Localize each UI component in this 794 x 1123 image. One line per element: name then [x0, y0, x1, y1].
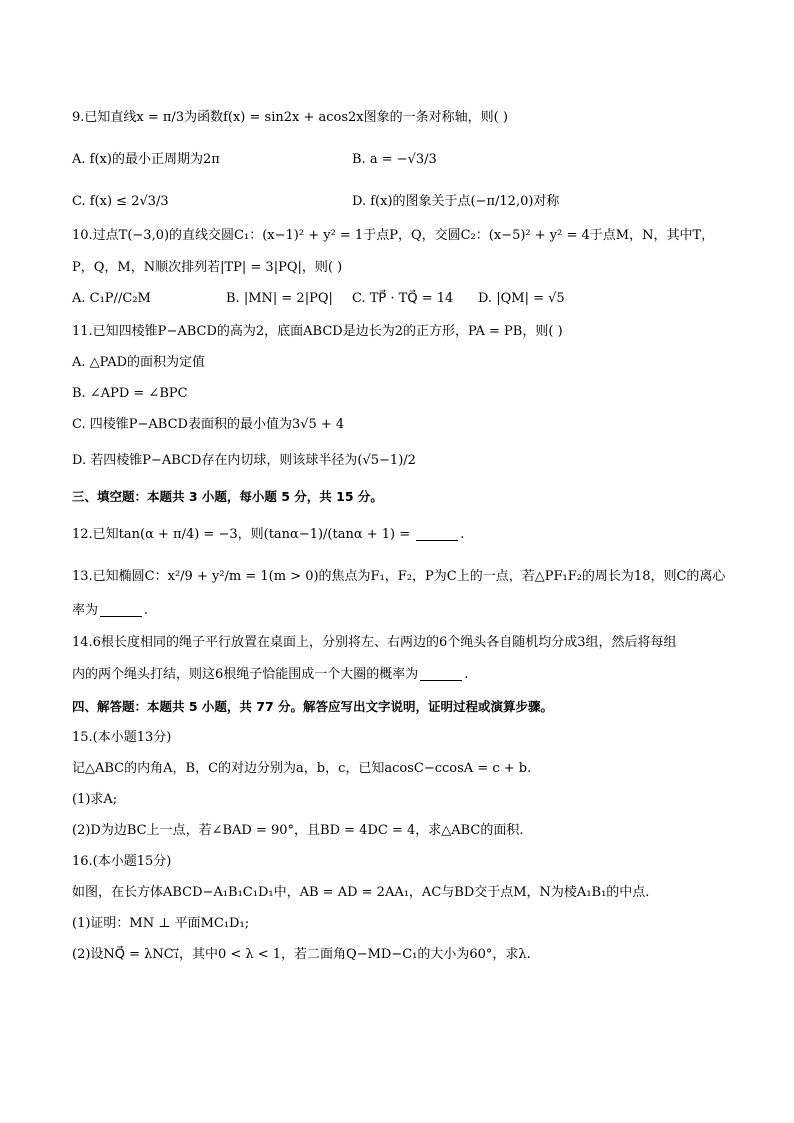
- q9-option-c: C. f(x) ≤ 2√3/3: [72, 194, 169, 209]
- q15-part2: (2)D为边BC上一点，若∠BAD = 90°，且BD = 4DC = 4，求△ABC的面积.: [72, 823, 524, 838]
- q14-text-end: .: [464, 667, 469, 682]
- q11-option-d: D. 若四棱锥P−ABCD存在内切球，则该球半径为(√5−1)/2: [72, 453, 416, 468]
- section-4-header: 四、解答题：本题共 5 小题，共 77 分。解答应写出文字说明，证明过程或演算步骤。: [72, 699, 554, 714]
- q11-option-c: C. 四棱锥P−ABCD表面积的最小值为3√5 + 4: [72, 417, 345, 432]
- q12-text-end: .: [460, 527, 465, 542]
- q15-title: 15.(本小题13分): [72, 730, 172, 745]
- q14-stem-line1: 14.6根长度相同的绳子平行放置在桌面上，分别将左、右两边的6个绳头各自随机均分成3组，然后将每组: [72, 635, 677, 650]
- q12-stem: [72, 526, 722, 544]
- q13-stem-line1: 13.已知椭圆C：x²/9 + y²/m = 1(m > 0)的焦点为F₁，F₂，P为C上的一点，若△PF₁F₂的周长为18，则C的离心: [72, 569, 726, 584]
- q10-stem-line1: 10.过点T(−3,0)的直线交圆C₁：(x−1)² + y² = 1于点P，Q，交圆C₂：(x−5)² + y² = 4于点M，N，其中T，: [72, 228, 715, 243]
- q13-text-end: .: [144, 603, 149, 618]
- q16-title: 16.(本小题15分): [72, 854, 172, 869]
- q11-stem: 11.已知四棱锥P−ABCD的高为2，底面ABCD是边长为2的正方形，PA = PB，则( ): [72, 324, 563, 339]
- q14-text: 内的两个绳头打结，则这6根绳子恰能围成一个大圈的概率为: [72, 667, 419, 682]
- section-3-header: 三、填空题：本题共 3 小题，每小题 5 分，共 15 分。: [72, 489, 383, 504]
- q16-part2: (2)设NQ⃗ = λNC₁⃗，其中0 < λ < 1，若二面角Q−MD−C₁的大小为60°，求λ.: [72, 947, 531, 962]
- q13-text: 率为: [72, 603, 99, 618]
- q11-option-a: A. △PAD的面积为定值: [72, 355, 206, 370]
- q9-option-b: B. a = −√3/3: [352, 152, 437, 167]
- q16-stem: 如图，在长方体ABCD−A₁B₁C₁D₁中，AB = AD = 2AA₁，AC与BD交于点M，N为棱A₁B₁的中点.: [72, 885, 650, 900]
- q12-text: 12.已知tan(α + π/4) = −3，则(tanα−1)/(tanα + 1) =: [72, 527, 415, 542]
- q9-stem: 9.已知直线x = π/3为函数f(x) = sin2x + acos2x图象的一条对称轴，则( ): [72, 110, 508, 125]
- q9-option-d: D. f(x)的图象关于点(−π/12,0)对称: [352, 194, 560, 209]
- q10-option-a: A. C₁P//C₂M: [72, 291, 151, 306]
- q12-answer-blank[interactable]: [416, 526, 458, 541]
- q10-option-b: B. |MN| = 2|PQ|: [226, 291, 333, 306]
- q10-stem-line2: P，Q，M，N顺次排列若|TP| = 3|PQ|，则( ): [72, 260, 343, 275]
- q15-stem: 记△ABC的内角A，B，C的对边分别为a，b，c，已知acosC−ccosA = c + b.: [72, 761, 532, 776]
- q14-stem-line2: [72, 666, 722, 684]
- q11-option-b: B. ∠APD = ∠BPC: [72, 386, 188, 401]
- q13-stem-line2: [72, 602, 722, 620]
- q10-option-d: D. |QM| = √5: [478, 291, 565, 306]
- q13-answer-blank[interactable]: [100, 602, 142, 617]
- q16-part1: (1)证明：MN ⊥ 平面MC₁D₁;: [72, 916, 250, 931]
- q10-option-c: C. TP⃗ · TQ⃗ = 14: [352, 291, 454, 306]
- q15-part1: (1)求A;: [72, 792, 118, 807]
- q9-option-a: A. f(x)的最小正周期为2π: [72, 152, 220, 167]
- q14-answer-blank[interactable]: [420, 666, 462, 681]
